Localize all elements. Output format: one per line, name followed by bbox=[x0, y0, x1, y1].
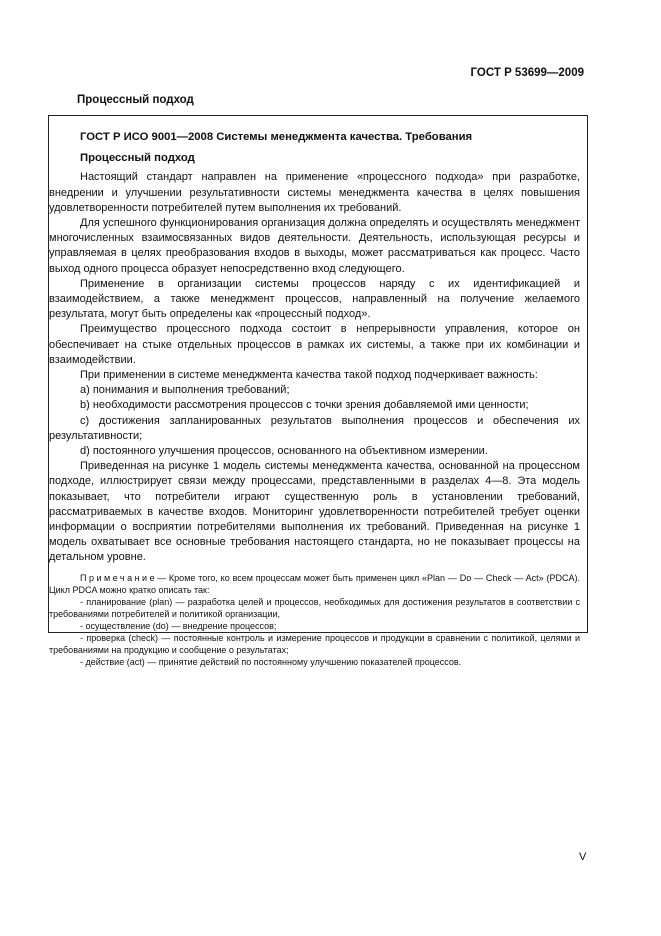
list-item: d) постоянного улучшения процессов, основанного на объективном измерении. bbox=[80, 445, 488, 458]
note-label: Примечание bbox=[80, 572, 158, 583]
note-item: - действие (act) — принятие действий по постоянному улучшению показателей процессов. bbox=[80, 656, 462, 667]
box-subtitle: Процессный подход bbox=[80, 152, 195, 165]
standard-title: ГОСТ Р ИСО 9001—2008 Системы менеджмента качества. Требования bbox=[80, 131, 473, 143]
note-item: - осуществление (do) — внедрение процессов; bbox=[80, 620, 277, 631]
list-item: c) достижения запланированных результатов выполнения процессов и обеспечения их результативности; bbox=[49, 414, 580, 442]
quoted-standard-box bbox=[48, 115, 588, 667]
note-item: - планирование (plan) — разработка целей и процессов, необходимых для достижения результатов в соответствии с требованиями потребителей и политикой организации, bbox=[49, 596, 580, 619]
section-title: Процессный подход bbox=[77, 94, 194, 106]
list-item: a) понимания и выполнения требований; bbox=[80, 384, 290, 397]
paragraph: Настоящий стандарт направлен на применение «процессного подхода» при разработке, внедрении и улучшении результативности системы менеджмента качества в целях повышения удовлетворенности потребителей путем выполнения их требований. bbox=[49, 171, 580, 214]
paragraph: Применение в организации системы процессов наряду с их идентификацией и взаимодействием, а также менеджмент процессов, направленный на получение желаемого результата, могут быть определены как «процессный подход». bbox=[49, 277, 580, 321]
closing-paragraph: Приведенная на рисунке 1 модель системы менеджмента качества, основанной на процессном подходе, иллюстрирует связи между процессами, представленными в разделах 4—8. Эта модель показывает, что потребители играют существенную роль в установлении требований, рассматриваемых в качестве входов. Мониторинг удовлетворенности потребителей требует оценки информации о восприятии потребителями выполнения их требований. Приведенная на рисунке 1 модель охватывает все основные требования настоящего стандарта, но не показывает процессы на детальном уровне. bbox=[49, 460, 580, 564]
note bbox=[49, 572, 580, 668]
page-number: V bbox=[579, 851, 587, 863]
list-item: b) необходимости рассмотрения процессов с точки зрения добавляемой ими ценности; bbox=[80, 399, 529, 412]
note-text: — Кроме того, ко всем процессам может быть применен цикл «Plan — Do — Check — Act» (PDCA). Цикл PDCA можно кратко описать так: bbox=[49, 572, 580, 595]
paragraph: Для успешного функционирования организация должна определять и осуществлять менеджмент многочисленных взаимосвязанных видов деятельности. Деятельность, использующая ресурсы и управляемая в целях преобразования входов в выходы, может рассматриваться как процесс. Часто выход одного процесса образует непосредственно вход следующего. bbox=[49, 217, 580, 275]
note-item: - проверка (check) — постоянные контроль и измерение процессов и продукции в сравнении с политикой, целями и требованиями на продукцию и сообщение о результатах; bbox=[49, 632, 580, 655]
box-content bbox=[49, 130, 580, 668]
paragraph: Преимущество процессного подхода состоит в непрерывности управления, которое он обеспечивает на стыке отдельных процессов в рамках их системы, а также при их комбинации и взаимодействии. bbox=[49, 323, 580, 366]
document-code: ГОСТ Р 53699—2009 bbox=[470, 67, 584, 79]
paragraph: При применении в системе менеджмента качества такой подход подчеркивает важность: bbox=[80, 369, 538, 382]
note-intro bbox=[49, 572, 580, 596]
